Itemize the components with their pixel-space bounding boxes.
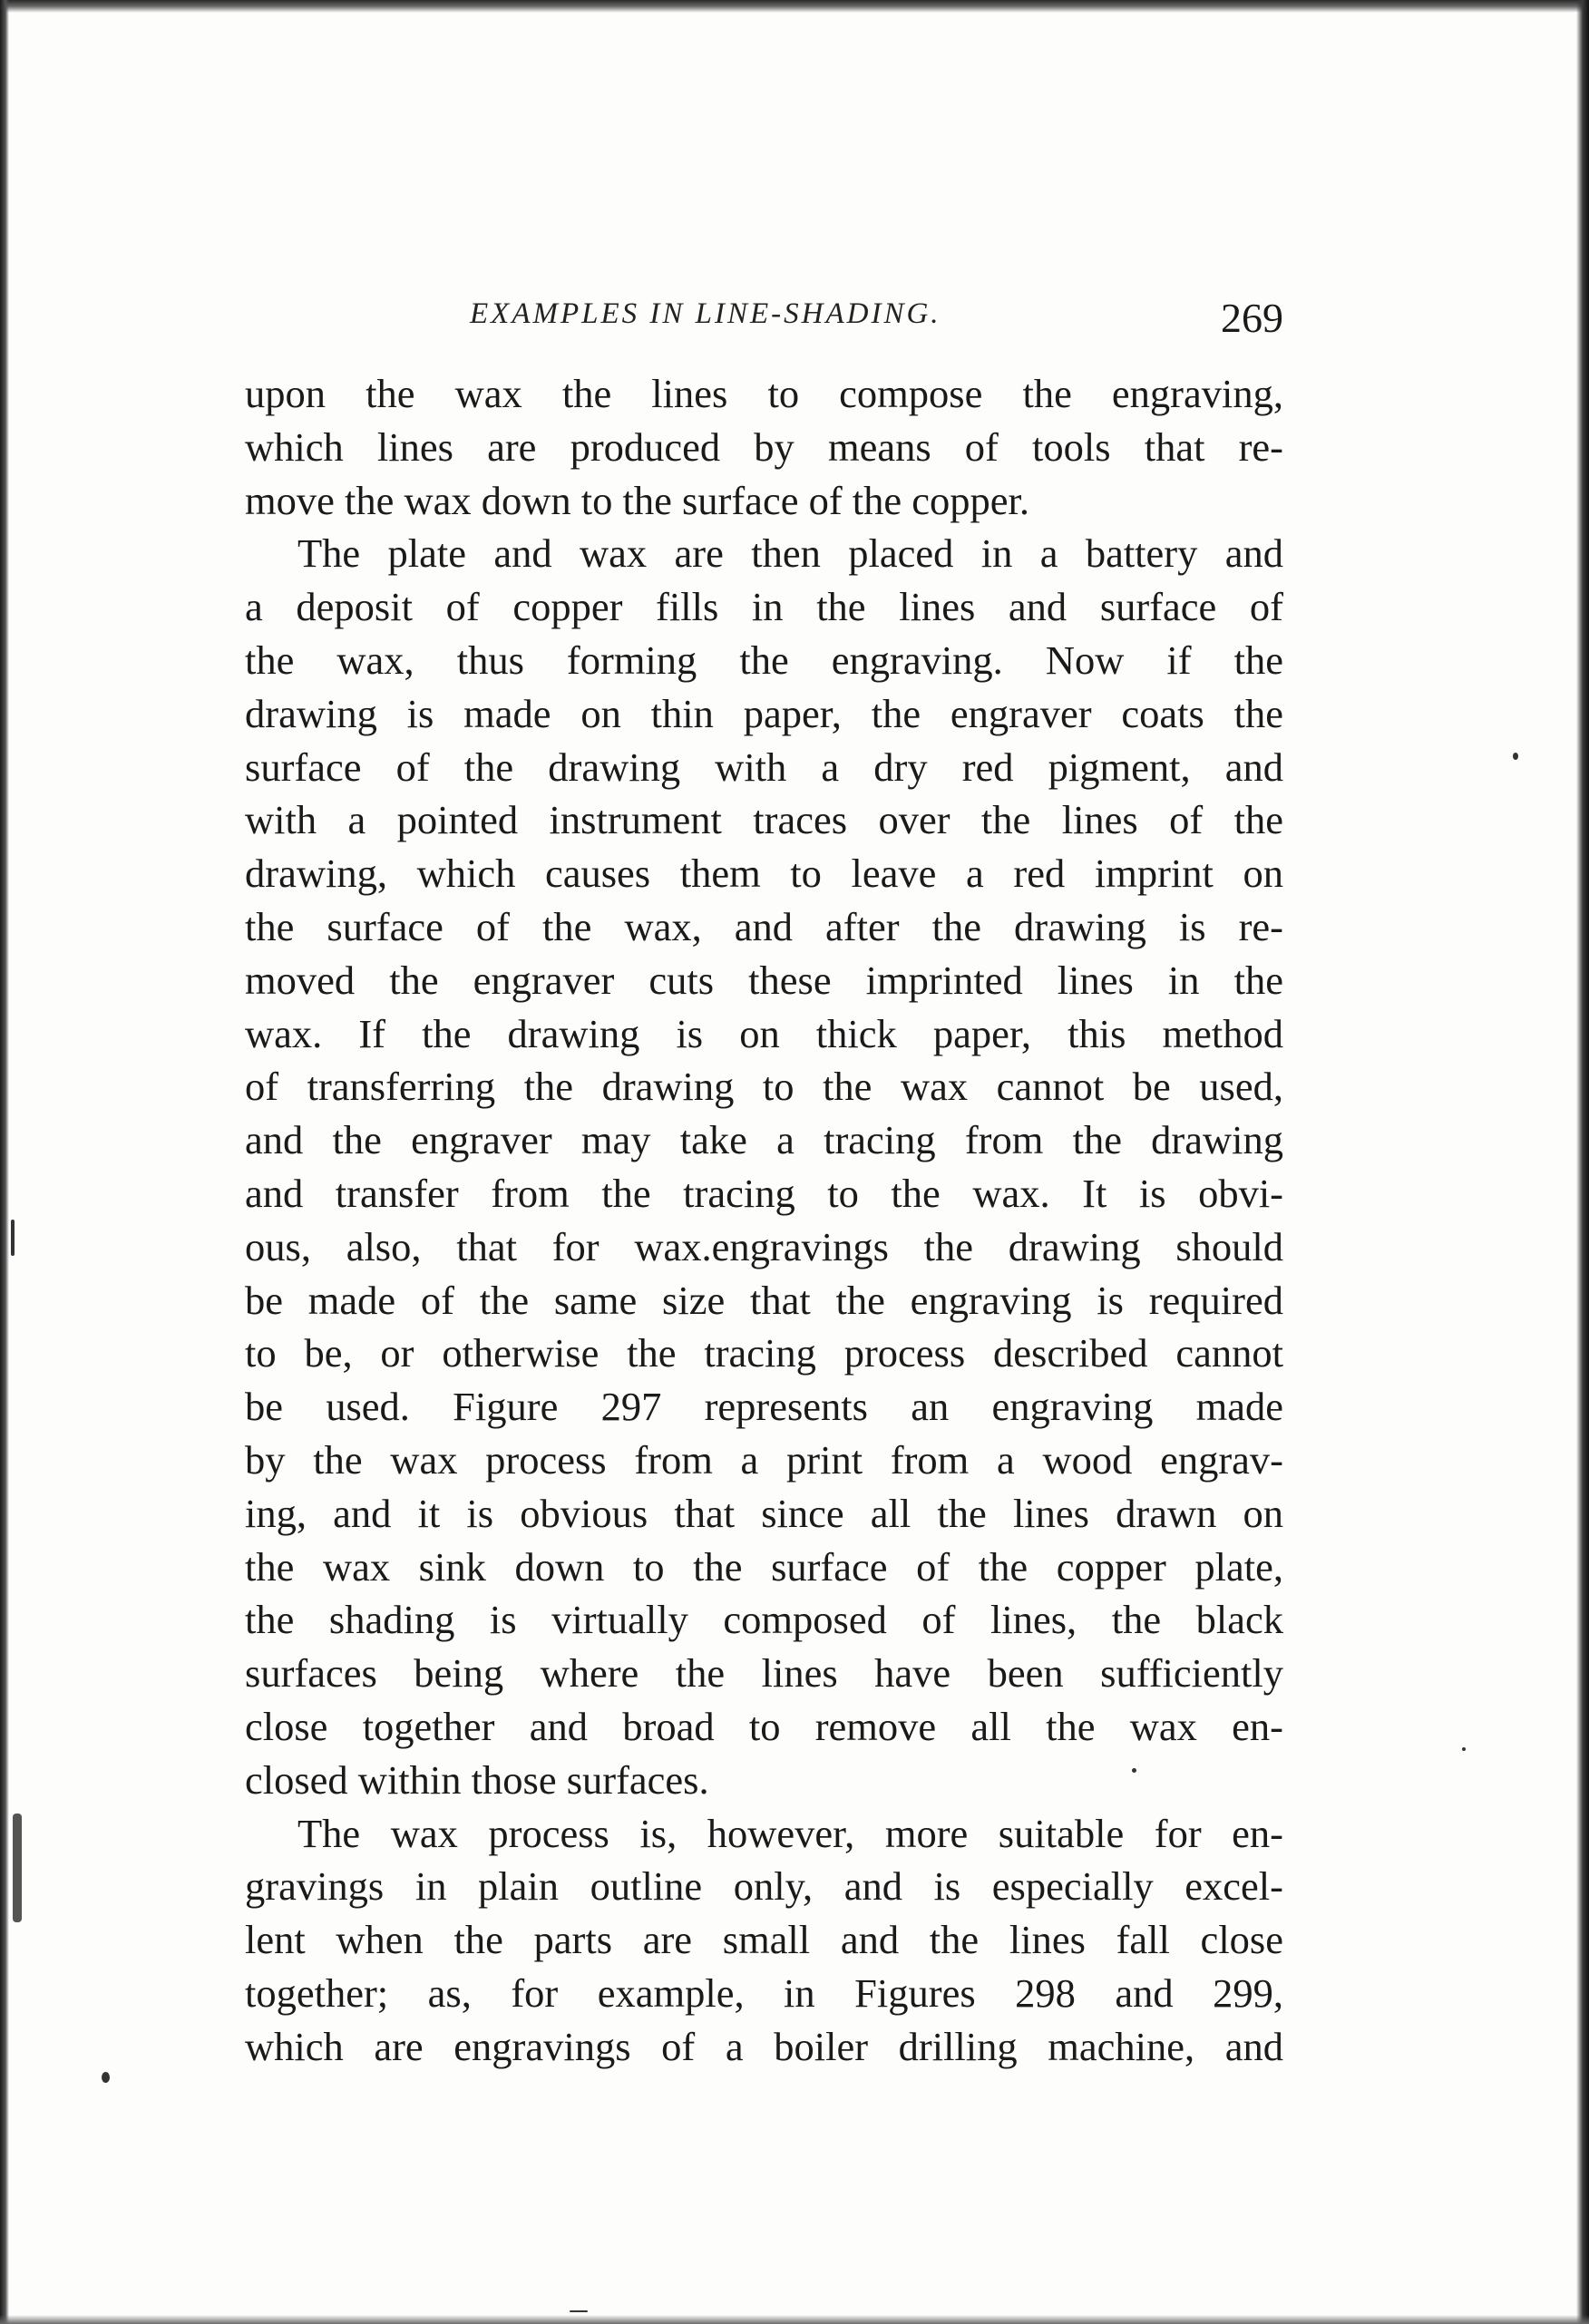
text-line: together; as, for example, in Figures 298 and 299,: [245, 1969, 1283, 2016]
text-line: the wax, thus forming the engraving. Now if the: [245, 637, 1283, 683]
running-head: [245, 297, 1283, 352]
text-line: be made of the same size that the engraving is required: [245, 1277, 1283, 1323]
text-line: closed within those surfaces.: [245, 1756, 709, 1803]
text-line: drawing is made on thin paper, the engraver coats the: [245, 690, 1283, 736]
text-line: of transferring the drawing to the wax cannot be used,: [245, 1064, 1283, 1110]
text-line: ing, and it is obvious that since all the lines drawn on: [245, 1490, 1283, 1536]
scan-speck: [1462, 1747, 1466, 1751]
text-line: the shading is virtually composed of lines, the black: [245, 1597, 1283, 1643]
text-line: lent when the parts are small and the lines fall close: [245, 1917, 1283, 1963]
text-line: surface of the drawing with a dry red pigment, and: [245, 744, 1283, 790]
text-line: The wax process is, however, more suitable for en-: [297, 1810, 1283, 1856]
scan-speck: [1513, 753, 1518, 760]
text-line: a deposit of copper fills in the lines and surface of: [245, 584, 1283, 630]
page-number: 269: [1221, 295, 1283, 341]
scan-speck: [102, 2072, 110, 2083]
text-line: wax. If the drawing is on thick paper, this method: [245, 1010, 1283, 1056]
running-head-title: EXAMPLES IN LINE-SHADING.: [470, 297, 941, 330]
body-text: [245, 367, 1283, 2074]
scan-edge-left: [0, 0, 9, 2324]
text-line: moved the engraver cuts these imprinted lines in the: [245, 957, 1283, 1003]
text-line: close together and broad to remove all the wax en-: [245, 1703, 1283, 1749]
text-line: which are engravings of a boiler drilling machine, and: [245, 2023, 1283, 2069]
text-line: The plate and wax are then placed in a battery and: [297, 530, 1283, 577]
text-line: by the wax process from a print from a wood engrav-: [245, 1436, 1283, 1483]
text-line: and transfer from the tracing to the wax. It is obvi-: [245, 1170, 1283, 1216]
text-line: ous, also, that for wax.engravings the drawing should: [245, 1223, 1283, 1269]
text-line: which lines are produced by means of tools that re-: [245, 423, 1283, 470]
text-line: upon the wax the lines to compose the engraving,: [245, 371, 1283, 416]
text-line: gravings in plain outline only, and is especially excel-: [245, 1863, 1283, 1910]
scan-speck: [13, 1813, 22, 1922]
text-line: the wax sink down to the surface of the copper plate,: [245, 1543, 1283, 1590]
scan-speck: [11, 1220, 15, 1256]
scan-edge-bottom: [0, 2315, 1589, 2324]
text-line: be used. Figure 297 represents an engraving made: [245, 1384, 1283, 1430]
text-line: move the wax down to the surface of the copper.: [245, 477, 1029, 523]
text-line: surfaces being where the lines have been sufficiently: [245, 1650, 1283, 1697]
text-line: with a pointed instrument traces over the lines of the: [245, 797, 1283, 843]
scan-edge-top: [0, 0, 1589, 13]
text-line: drawing, which causes them to leave a red imprint on: [245, 851, 1283, 897]
text-line: and the engraver may take a tracing from the drawing: [245, 1117, 1283, 1163]
scan-edge-right: [1576, 0, 1589, 2324]
text-line: the surface of the wax, and after the drawing is re-: [245, 903, 1283, 949]
text-line: to be, or otherwise the tracing process described cannot: [245, 1330, 1283, 1376]
scan-speck: [570, 2310, 588, 2312]
